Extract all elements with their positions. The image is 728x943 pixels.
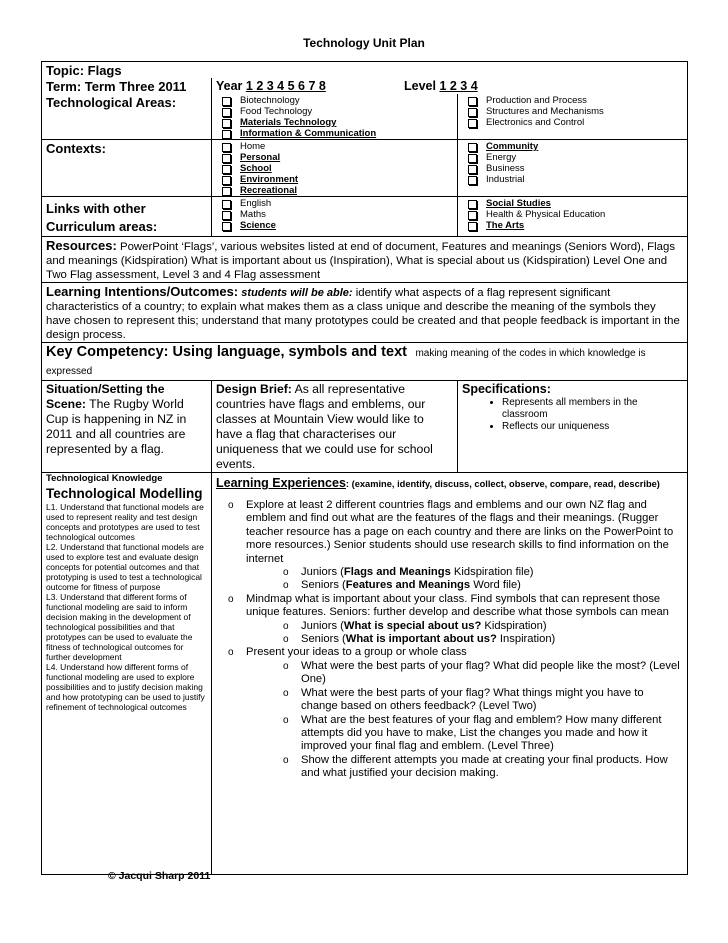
- situation-text: The Rugby World Cup is happening in NZ in 2011 and all countries are represented by a flag.: [46, 397, 187, 456]
- checkbox-item: Food Technology: [216, 106, 453, 117]
- list-item: • Reflects our uniqueness: [502, 421, 683, 433]
- knowledge-row: [42, 473, 688, 875]
- topic-row: [42, 62, 688, 79]
- tech-areas-label: Technological Areas:: [46, 95, 177, 110]
- list-item: o Explore at least 2 different countries flags and emblems and our own NZ flag and emblem and find out what are the features of the flags and their meanings. (Rugger teacher resource has a page on each country and there are links on the PowerPoint to more resources.) Senior students should use research skills to find information on the internet: [216, 499, 683, 566]
- checkbox-item: Environment: [216, 174, 453, 185]
- learning-intentions-text: identify what aspects of a flag represent significant characteristics of a country; to explain what makes them as a class unique and describe the meaning of the symbols they have chosen to represent this; understand that many prototypes could be created and that people feedback is important in the design process.: [46, 287, 680, 341]
- links-list-2: [462, 198, 683, 231]
- learning-intentions-lead: students will be able:: [241, 287, 353, 299]
- term-label: Term: Term Three 2011: [46, 79, 187, 94]
- list-item: • Represents all members in the classroom: [502, 397, 683, 421]
- year-values: 1 2 3 4 5 6 7 8: [245, 79, 326, 93]
- tech-areas-row: [42, 94, 688, 140]
- modelling-text: L1. Understand that functional models are used to represent reality and test design concepts and prototypes are used to test technological outcomes L2. Understand that functional models are used to explore test and evaluate design concepts for potential outcomes and that prototyping is used to test a technological outcome for fitness of purpose L3. Understand that different forms of functional modeling are said to inform decision making in the development of technological possibilities and that prototypes can be used to evaluate the fitness of technological outcomes for further development L4. Understand how different forms of functional modeling are used to explore possibilities and to justify decision making and how prototyping can be used to justify refinement of technological outcomes: [46, 502, 205, 712]
- learning-experiences-list: [216, 499, 683, 781]
- list-item: o Juniors (Flags and Meanings Kidspiration file): [216, 566, 683, 579]
- checkbox-item: Biotechnology: [216, 95, 453, 106]
- contexts-row: [42, 140, 688, 197]
- checkbox-item: School: [216, 163, 453, 174]
- contexts-list-2: [462, 141, 683, 185]
- checkbox-item: English: [216, 198, 453, 209]
- checkbox-item: Materials Technology: [216, 117, 453, 128]
- list-item: o What are the best features of your flag and emblem? How many different attempts did you have to make, List the changes you made and how it improved your final flag and emblem. (Level Three): [216, 714, 683, 754]
- links-label: Links with other Curriculum areas:: [46, 201, 158, 234]
- level-values: 1 2 3 4: [439, 79, 478, 93]
- resources-label: Resources:: [46, 238, 117, 253]
- level-label: Level: [404, 79, 436, 93]
- tech-areas-list-2: [462, 95, 683, 128]
- term-row: [42, 78, 688, 94]
- checkbox-item: Electronics and Control: [462, 117, 683, 128]
- list-item: o Present your ideas to a group or whole class: [216, 646, 683, 659]
- checkbox-item: Social Studies: [462, 198, 683, 209]
- learning-intentions-row: [42, 283, 688, 343]
- checkbox-item: Community: [462, 141, 683, 152]
- modelling-title: Technological Modelling: [46, 486, 203, 501]
- contexts-label: Contexts:: [46, 141, 106, 156]
- tech-areas-list-1: [216, 95, 453, 139]
- situation-label: Situation/Setting the Scene:: [46, 382, 165, 411]
- checkbox-item: Energy: [462, 152, 683, 163]
- checkbox-item: Recreational: [216, 185, 453, 196]
- learning-intentions-label: Learning Intentions/Outcomes:: [46, 284, 239, 299]
- checkbox-item: The Arts: [462, 220, 683, 231]
- list-item: o Show the different attempts you made at creating your final products. How and what justified your decision making.: [216, 754, 683, 781]
- page-title: Technology Unit Plan: [303, 36, 425, 50]
- links-row: [42, 197, 688, 237]
- topic-label: Topic: Flags: [46, 63, 122, 78]
- learning-experiences-label: Learning Experiences: [216, 476, 346, 490]
- checkbox-item: Maths: [216, 209, 453, 220]
- list-item: o Seniors (What is important about us? Inspiration): [216, 633, 683, 646]
- list-item: o Mindmap what is important about your class. Find symbols that can represent those unique features. Seniors: further develop and describe what those symbols can mean: [216, 593, 683, 620]
- list-item: o Seniors (Features and Meanings Word file): [216, 579, 683, 592]
- specifications-list: [462, 397, 683, 433]
- checkbox-item: Information & Communication: [216, 128, 453, 139]
- brief-row: [42, 381, 688, 473]
- links-list-1: [216, 198, 453, 231]
- checkbox-item: Production and Process: [462, 95, 683, 106]
- year-label: Year: [216, 79, 243, 93]
- checkbox-item: Home: [216, 141, 453, 152]
- key-competency-label: Key Competency: Using language, symbols and text: [46, 344, 407, 360]
- tech-knowledge-label: Technological Knowledge: [46, 473, 163, 484]
- design-brief-label: Design Brief:: [216, 382, 292, 396]
- specifications-label: Specifications:: [462, 382, 551, 396]
- copyright-footer: © Jacqui Sharp 2011: [108, 870, 211, 882]
- key-competency-text: making meaning of the codes in which knowledge is expressed: [46, 348, 646, 377]
- list-item: o Juniors (What is special about us? Kidspiration): [216, 620, 683, 633]
- resources-row: [42, 237, 688, 283]
- checkbox-item: Structures and Mechanisms: [462, 106, 683, 117]
- key-competency-row: [42, 343, 688, 381]
- checkbox-item: Business: [462, 163, 683, 174]
- checkbox-item: Health & Physical Education: [462, 209, 683, 220]
- checkbox-item: Science: [216, 220, 453, 231]
- checkbox-item: Industrial: [462, 174, 683, 185]
- list-item: o What were the best parts of your flag? What things might you have to change based on others feedback? (Level Two): [216, 687, 683, 714]
- checkbox-item: Personal: [216, 152, 453, 163]
- list-item: o What were the best parts of your flag? What did people like the most? (Level One): [216, 660, 683, 687]
- year-level: [216, 79, 683, 93]
- design-brief-text: As all representative countries have flags and emblems, our classes at Mountain View would like to have a flag that characterises our uniqueness that we could use for school events.: [216, 382, 433, 471]
- contexts-list-1: [216, 141, 453, 196]
- resources-text: PowerPoint ‘Flags’, various websites listed at end of document, Features and meanings (Seniors Word), Flags and meanings (Kidspiration) What is important about us (Inspiration), What is special about us (Kidspiration) Level One and Two Flag assessment, Level 3 and 4 Flag assessment: [46, 241, 676, 281]
- learning-experiences-verbs: : (examine, identify, discuss, collect, observe, compare, read, describe): [345, 479, 660, 489]
- unit-plan-table: [41, 61, 688, 875]
